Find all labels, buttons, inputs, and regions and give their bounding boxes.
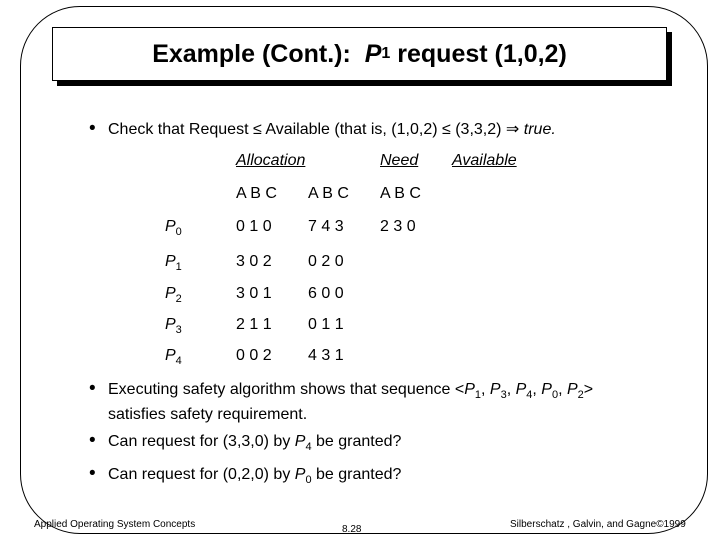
bullet-1-marker: • <box>89 118 96 139</box>
table-cell-need: 0 1 1 <box>308 316 344 333</box>
row-label-p3: $P_3$ <box>165 316 182 336</box>
footer-page-number: 8.28 <box>342 524 362 535</box>
row-label-p1: $P_1$ <box>165 253 182 273</box>
table-cell-allocation: 2 1 1 <box>236 316 272 333</box>
slide-title <box>52 27 667 81</box>
table-cell-need: 7 4 3 <box>308 218 344 235</box>
bullet-3-text: Can request for (3,3,0) by $P_4$ be granted? <box>108 433 402 453</box>
table-cell-allocation: 0 0 2 <box>236 347 272 364</box>
footer-left: Applied Operating System Concepts <box>34 519 196 530</box>
table-cell-allocation: 0 1 0 <box>236 218 272 235</box>
table-cell-allocation: 3 0 2 <box>236 253 272 270</box>
title-main: Example (Cont.): <box>152 39 351 68</box>
bullet-1-text <box>108 120 556 140</box>
row-label-p0: $P_0$ <box>165 218 182 238</box>
header-available: Available <box>452 152 517 169</box>
row-label-p4: $P_4$ <box>165 347 182 367</box>
header-need: Need <box>380 152 419 169</box>
title-p-sub: 1 <box>381 45 391 62</box>
table-cell-need: 0 2 0 <box>308 253 344 270</box>
bullet-2-line-2: satisfies safety requirement. <box>108 406 308 423</box>
bullet-3-marker: • <box>89 430 96 451</box>
table-cell-available: 2 3 0 <box>380 218 416 235</box>
bullet-2-marker: • <box>89 378 96 399</box>
bullet-1-body: Check that Request ≤ Available (that is, (1,0,2) ≤ (3,3,2) ⇒ <box>108 121 524 138</box>
bullet-4-text: Can request for (0,2,0) by $P_0$ be granted? <box>108 466 402 486</box>
header-allocation: Allocation <box>236 152 306 169</box>
bullet-1-emph: true. <box>523 121 556 138</box>
table-cell-allocation: 3 0 1 <box>236 285 272 302</box>
abc-available: A B C <box>380 185 421 202</box>
title-p: P <box>364 39 382 68</box>
row-label-p2: $P_2$ <box>165 285 182 305</box>
bullet-2-text <box>108 380 593 425</box>
title-rest: request (1,0,2) <box>390 39 567 68</box>
table-cell-need: 4 3 1 <box>308 347 344 364</box>
bullet-2-line-1: Executing safety algorithm shows that sequence $<P_1$, $P_3$, $P_4$, $P_0$, $P_2>$ <box>108 381 594 401</box>
table-cell-need: 6 0 0 <box>308 285 344 302</box>
footer-right: Silberschatz , Galvin, and Gagne©1999 <box>510 519 686 530</box>
bullet-4-marker: • <box>89 463 96 484</box>
abc-need: A B C <box>308 185 349 202</box>
abc-allocation: A B C <box>236 185 277 202</box>
